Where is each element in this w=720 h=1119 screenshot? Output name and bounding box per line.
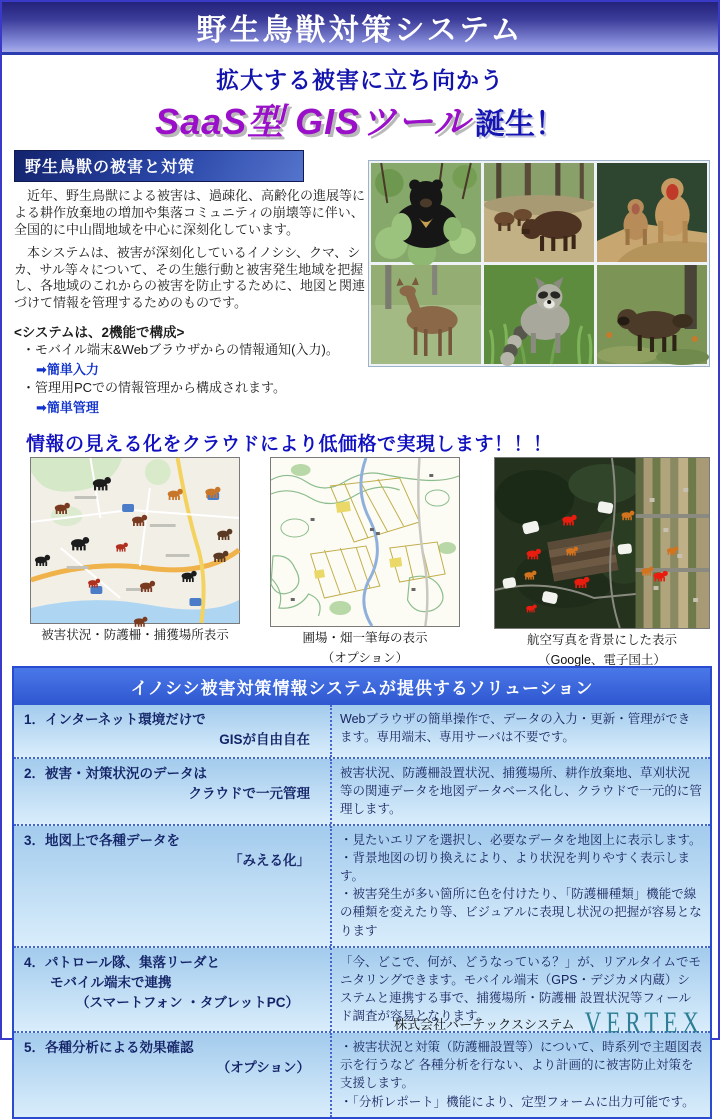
- row-title-line: 1．インターネット環境だけで: [24, 712, 206, 727]
- feature-tag-easy-input: ➡簡単入力: [36, 362, 99, 378]
- intro-text: [14, 188, 366, 312]
- parcel-map-image: [270, 457, 460, 627]
- wild-boar-illustration: [484, 163, 594, 262]
- vertex-logo: VERTEX: [584, 1005, 704, 1040]
- table-row: [14, 824, 710, 946]
- map-caption: 圃場・畑一筆毎の表示: [302, 631, 428, 645]
- table-row: [14, 1031, 710, 1117]
- row-description-cell: [330, 705, 710, 757]
- hero-accent-text: SaaS型 GISツール: [155, 101, 471, 142]
- row-title-line: モバイル端末で連携: [50, 974, 172, 990]
- map-caption-sub: （Google、電子国土）: [538, 652, 666, 667]
- row-title-cell: [14, 1033, 330, 1117]
- raccoon-dog-illustration: [597, 265, 707, 364]
- row-title-cell: [14, 948, 330, 1032]
- row-description-cell: [330, 826, 710, 946]
- intro-column: [14, 150, 366, 418]
- row-title-line: クラウドで一元管理: [188, 785, 310, 801]
- map-caption-sub: （オプション）: [321, 650, 409, 665]
- row-description-line: ・被害発生が多い箇所に色を付けたり、「防護柵種類」機能で線の種類を変えたり等、ビジュアルに表現し状況の把握が容易となります: [340, 887, 702, 938]
- deer-illustration: [371, 265, 481, 364]
- raccoon-illustration: [484, 265, 594, 364]
- hero-suffix-text: 誕生！: [474, 108, 565, 141]
- damage-status-map-figure: [30, 457, 240, 648]
- row-title-line: 「みえる化」: [229, 853, 310, 869]
- bear-photo: [371, 163, 481, 262]
- deer-photo: [371, 265, 481, 364]
- table-row: [14, 757, 710, 824]
- intro-paragraph-1: 近年、野生鳥獣による被害は、過疎化、高齢化の進展等による耕作放棄地の増加や集落コミュニティの崩壊等に伴い、全国的に中山間地域を中心に深刻化しています。: [14, 188, 366, 237]
- page-title: 野生鳥獣対策システム: [196, 14, 524, 47]
- row-title-line: （オプション）: [216, 1060, 310, 1076]
- row-description-line: ・見たいエリアを選択し、必要なデータを地図上に表示します。: [340, 832, 702, 847]
- intro-paragraph-2: 本システムは、被害が深刻化しているイノシシ、クマ、シカ、サル等々について、その生態行動と被害発生地域を把握し、各地域のこれからの被害を防止するために、地図と関連づけて情報を管理するためのものです。: [14, 244, 366, 311]
- header-bar: [2, 2, 718, 55]
- section-heading: 野生鳥獣の被害と対策: [14, 150, 304, 182]
- row-title-line: 5．各種分析による効果確認: [24, 1040, 194, 1056]
- feature-tag-easy-manage: ➡簡単管理: [36, 400, 99, 416]
- row-title-line: 4．パトロール隊、集落リーダと: [24, 954, 220, 970]
- solutions-table-header: イノシシ被害対策情報システムが提供するソリューション: [14, 668, 710, 705]
- row-description-line: 被害状況、防護柵設置状況、捕獲場所、耕作放棄地、草刈状況等の関連データを地図データベース化し、クラウドで一元的に管理します。: [340, 765, 702, 816]
- raccoon-photo: [484, 265, 594, 364]
- bear-illustration: [371, 163, 481, 262]
- row-description-line: ・「分析レポート」機能により、定型フォームに出力可能です。: [340, 1094, 695, 1109]
- feature-item-2: ・管理用PCでの情報管理から構成されます。: [22, 380, 287, 396]
- row-title-line: （スマートフォン ・タブレットPC）: [76, 995, 299, 1011]
- row-description-cell: [330, 759, 710, 824]
- footer: [394, 1005, 704, 1040]
- row-description-line: ・被害状況と対策（防護柵設置等）について、時系列で主題図表示を行うなど 各種分析を行ない、より計画的に被害防止対策を支援します。: [340, 1040, 703, 1091]
- row-description-cell: [330, 1033, 710, 1117]
- wild-boar-photo: [484, 163, 594, 262]
- monkey-illustration: [597, 163, 707, 262]
- raccoon-dog-photo: [597, 265, 707, 364]
- row-title-cell: [14, 705, 330, 757]
- company-name: 株式会社バーテックスシステム: [394, 1016, 575, 1032]
- aerial-photo-map-image: [494, 457, 710, 629]
- row-description-line: 「今、どこで、何が、どうなっている？」が、リアルタイムでモニタリングできます。モバイル端末（GPS・デジカメ内蔵）システムと連携する事で、捕獲場所・防護柵 設置状況等フィールド調査が容易となります。: [340, 954, 702, 1023]
- row-title-line: GISが自由自在: [219, 732, 310, 748]
- map-caption: 被害状況・防護柵・捕獲場所表示: [41, 628, 229, 642]
- row-title-line: 3．地図上で各種データを: [24, 832, 181, 848]
- cloud-banner-text: 情報の見える化をクラウドにより低価格で実現します！！！: [26, 434, 553, 455]
- feature-item-1: ・モバイル端末&Webブラウザからの情報通知(入力)。: [22, 342, 339, 358]
- map-caption: 航空写真を背景にした表示: [526, 633, 677, 647]
- hero-line: [2, 94, 718, 145]
- table-row: [14, 705, 710, 757]
- aerial-photo-map-figure: [494, 457, 710, 668]
- monkey-photo: [597, 163, 707, 262]
- animal-photo-grid: [368, 160, 710, 367]
- damage-status-map-image: [30, 457, 240, 624]
- row-title-cell: [14, 826, 330, 946]
- row-description-line: ・背景地図の切り換えにより、より状況を判りやすく表示します。: [340, 851, 691, 884]
- row-title-line: 2．被害・対策状況のデータは: [24, 765, 208, 781]
- features-title: <システムは、2機能で構成>: [14, 325, 185, 341]
- solutions-table: [12, 666, 712, 1119]
- parcel-map-figure: [270, 457, 460, 666]
- hero-tagline: 拡大する被害に立ち向かう: [216, 67, 504, 93]
- row-description-line: Webブラウザの簡単操作で、データの入力・更新・管理ができます。専用端末、専用サーバは不要です。: [340, 712, 691, 745]
- row-title-cell: [14, 759, 330, 824]
